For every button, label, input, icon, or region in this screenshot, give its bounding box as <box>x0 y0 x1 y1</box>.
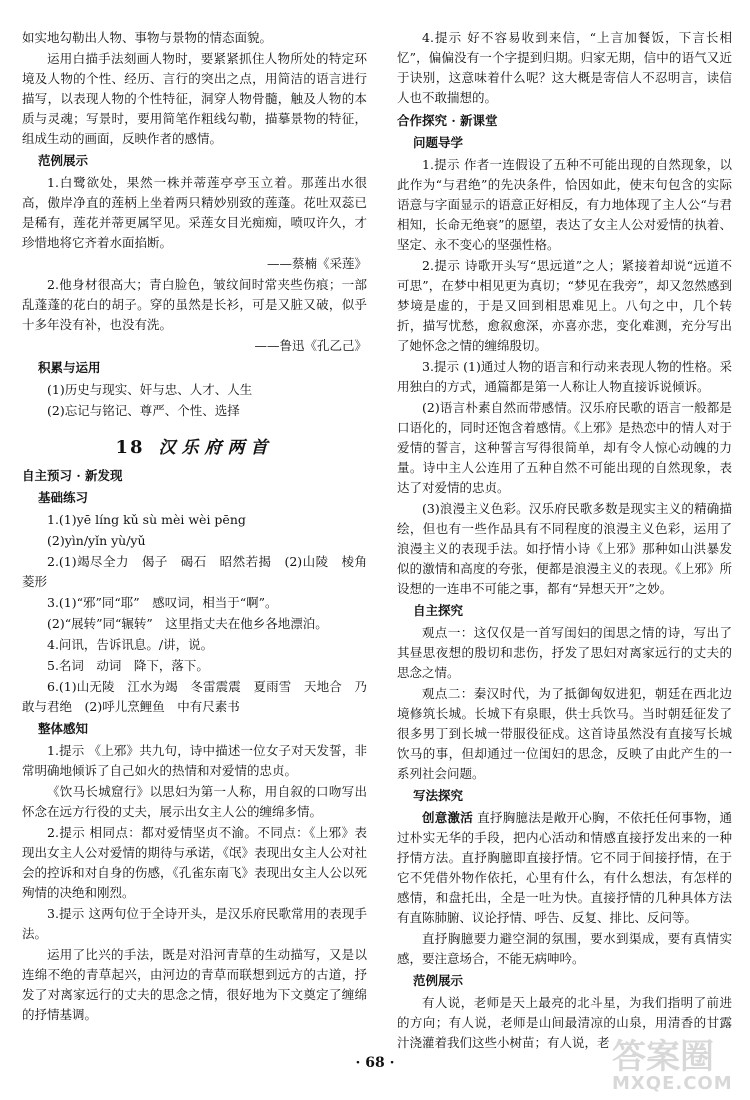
section-heading: 问题导学 <box>413 135 464 150</box>
example-paragraph: 2.他身材很高大；青白脸色，皱纹间时常夹些伤痕；一部乱蓬蓬的花白的胡子。穿的虽然是长衫，可是又脏又破，似乎十多年没有补，也没有洗。 <box>22 277 367 332</box>
source-citation: ——蔡楠《采莲》 <box>266 256 367 271</box>
answer-line: 1.(1)yē líng kǔ sù mèi wèi pēng <box>47 512 246 527</box>
page-number: · 68 · <box>355 1055 395 1071</box>
answer-line: (2)忘记与铭记、尊严、个性、选择 <box>47 403 240 418</box>
paragraph: 运用白描手法刻画人物时，要紧紧抓住人物所处的特定环境及人物的个性、经历、言行的突出之点，用简洁的语言进行描写，以表现人物的个性特征，洞穿人物骨髓，触及人物的本质与灵魂；写景时，要用简笔作粗线勾勒，描摹景物的特征，组成生动的画面，反映作者的感情。 <box>22 51 367 146</box>
section-heading: 写法探究 <box>413 788 464 803</box>
answer-paragraph: (2)语言朴素自然而带感情。汉乐府民歌的语言一般都是口语化的，同时还饱含着感情。《上邪》是热恋中的情人对于爱情的誓言，这种誓言写得很简单，却有令人惊心动魄的力量。诗中主人公连用了五种自然不可能出现的自然现象，表达了对爱情的忠贞。 <box>397 400 732 495</box>
example-paragraph: 有人说，老师是天上最亮的北斗星，为我们指明了前进的方向；有人说，老师是山间最清凉的山泉，用清香的甘露汁浇灌着我们这些小树苗；有人说，老 <box>397 995 732 1050</box>
answer-paragraph: 1.提示 作者一连假设了五种不可能出现的自然现象，以此作为“与君绝”的先决条件，恰因如此，使末句包含的实际语意与字面显示的语意正好相反，有力地体现了主人公“与君相知，长命无绝衰”的愿望，表达了女主人公对爱情的执着、坚定、永不变心的坚强性格。 <box>397 157 732 252</box>
watermark-text: 答案圈 <box>612 1037 714 1077</box>
section-heading: 基础练习 <box>38 490 89 505</box>
section-heading: 积累与运用 <box>38 360 101 375</box>
section-heading: 范例展示 <box>38 153 89 168</box>
answer-paragraph: 2.提示 相同点：都对爱情坚贞不渝。不同点：《上邪》表现出女主人公对爱情的期待与承诺，《氓》表现出女主人公对社会的控诉和对自身的伤感，《孔雀东南飞》表现出女主人公以死殉情的决绝和刚烈。 <box>22 825 367 900</box>
example-paragraph: 1.白鹭欲处，果然一株并蒂莲亭亭玉立着。那莲出水很高，傲岸净直的莲柄上坐着两只精妙别致的莲蓬。花吐双蕊已是稀有，莲花并蒂更属罕见。采莲女目光痴痴，喷叹许久，才珍惜地将它齐着水面掐断。 <box>22 175 367 250</box>
answer-paragraph <box>397 808 732 928</box>
answer-paragraph: 《饮马长城窟行》以思妇为第一人称，用自叙的口吻写出怀念在远方行役的丈夫，展示出女主人公的缠绵多情。 <box>22 784 367 819</box>
lesson-name: 汉乐府两首 <box>158 438 274 458</box>
answer-paragraph: (3)浪漫主义色彩。汉乐府民歌多数是现实主义的精确描绘，但也有一些作品具有不同程度的浪漫主义色彩，运用了浪漫主义的表现手法。如抒情小诗《上邪》那种如山洪暴发似的激情和高度的夸张，便都是浪漫主义的表现。《上邪》所设想的一连串不可能之事，都有“异想天开”之妙。 <box>397 501 732 596</box>
answer-line: 6.(1)山无陵 江水为竭 冬雷震震 夏雨雪 天地合 乃敢与君绝 (2)呼儿烹鲤鱼 中有尺素书 <box>22 679 367 714</box>
lesson-number: 18 <box>115 437 145 458</box>
answer-paragraph: 运用了比兴的手法，既是对沿河青草的生动描写，又是以连绵不绝的青草起兴，由河边的青草而联想到远方的古道，抒发了对离家远行的丈夫的思念之情，很好地为下文奠定了缠绵的抒情基调。 <box>22 947 367 1022</box>
answer-paragraph: 4.提示 好不容易收到来信，“上言加餐饭，下言长相忆”，偏偏没有一个字提到归期。归家无期，信中的语气又近于诀别，这意味着什么呢？这大概是寄信人不忍明言，读信人也不敢揣想的。 <box>397 30 732 105</box>
section-heading: 合作探究 · 新课堂 <box>397 113 498 128</box>
answer-line: (1)历史与现实、奸与忠、人才、人生 <box>47 382 253 397</box>
lesson-title <box>22 433 367 458</box>
answer-line: 4.问讯，告诉讯息。/讲，说。 <box>47 637 214 652</box>
answer-line: (2)“展转”同“辗转” 这里指丈夫在他乡各地漂泊。 <box>47 616 328 631</box>
source-citation: ——鲁迅《孔乙己》 <box>254 338 367 353</box>
answer-paragraph: 直抒胸臆要力避空洞的氛围，要水到渠成，要有真情实感，要注意场合，不能无病呻吟。 <box>397 931 732 966</box>
answer-paragraph: 观点一：这仅仅是一首写闺妇的闺思之情的诗，写出了其昼思夜想的殷切和悲伤，抒发了思妇对离家远行的丈夫的思念之情。 <box>397 625 732 680</box>
paragraph: 如实地勾勒出人物、事物与景物的情态面貌。 <box>22 30 273 45</box>
answer-line: (2)yìn/yǐn yù/yǔ <box>47 533 146 548</box>
answer-paragraph: 2.提示 诗歌开头写“思远道”之人；紧接着却说“远道不可思”，在梦中相见更为真切；“梦见在我旁”，却又忽然感到梦境是虚的，于是又回到相思难见上。八句之中，几个转折，描写忧愁，愈叙愈深，亦喜亦悲，变化难测，充分写出了她怀念之情的缠绵殷切。 <box>397 258 732 353</box>
watermark-logo <box>612 1037 742 1096</box>
watermark-url: MXQE.COM <box>612 1073 733 1094</box>
section-heading: 整体感知 <box>38 721 89 736</box>
answer-paragraph: 观点二：秦汉时代，为了抵御匈奴进犯，朝廷在西北边境修筑长城。长城下有泉眼，供士兵饮马。当时朝廷征发了很多男丁到长城一带服役征戍。这首诗虽然没有直接写长城饮马的事，但却通过一位闺妇的思念，反映了由此产生的一系列社会问题。 <box>397 686 732 781</box>
section-heading: 自主探究 <box>413 603 464 618</box>
answer-line: 5.名词 动词 降下，落下。 <box>47 658 209 673</box>
answer-paragraph: 3.提示 这两句位于全诗开头，是汉乐府民歌常用的表现手法。 <box>22 906 367 941</box>
answer-paragraph: 1.提示 《上邪》共九句，诗中描述一位女子对天发誓，非常明确地倾诉了自己如火的热情和对爱情的忠贞。 <box>22 743 367 778</box>
answer-line: 2.(1)竭尽全力 偈子 碣石 昭然若揭 (2)山陵 棱角 菱形 <box>22 554 380 589</box>
section-heading: 范例展示 <box>413 973 464 988</box>
answer-paragraph: 3.提示 (1)通过人物的语言和行动来表现人物的性格。采用独白的方式，通篇都是第一人称让人物直接诉说倾诉。 <box>397 359 732 394</box>
section-heading: 自主预习 · 新发现 <box>22 468 123 483</box>
left-column <box>22 28 380 1026</box>
answer-line: 3.(1)“邪”同“耶” 感叹词，相当于“啊”。 <box>47 595 278 610</box>
inline-label: 创意激活 <box>422 810 473 825</box>
right-column <box>397 28 732 1054</box>
paragraph-text: 直抒胸臆法是敞开心胸，不依托任何事物，通过朴实无华的手段，把内心活动和情感直接抒发出来的一种抒情方法。直抒胸臆即直接抒情。它不同于间接抒情，在于它不凭借外物作依托，心里有什么，有什么想法，有怎样的感情，和盘托出，全是一吐为快。直接抒情的几种具体方法有直陈肺腑、议论抒情、呼告、反复、排比、反问等。 <box>397 810 732 925</box>
